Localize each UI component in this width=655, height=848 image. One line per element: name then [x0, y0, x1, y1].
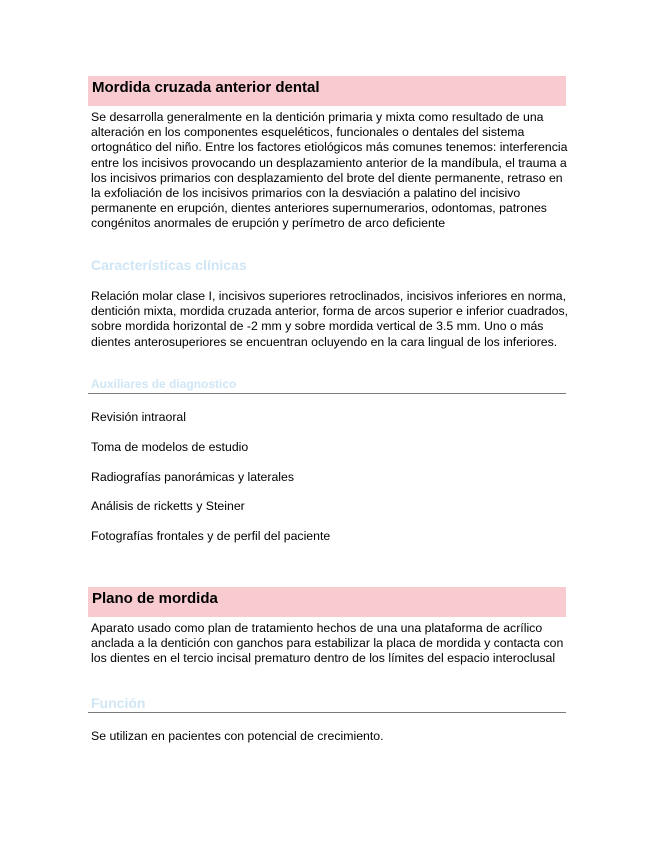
list-item: Radiografías panorámicas y laterales	[91, 470, 295, 484]
heading-auxiliares-diagnostico: Auxiliares de diagnostico	[91, 377, 237, 391]
list-item: Toma de modelos de estudio	[91, 440, 249, 454]
heading-mordida-cruzada: Mordida cruzada anterior dental	[88, 76, 566, 106]
paragraph-intro: Se desarrolla generalmente en la dentición primaria y mixta como resultado de una alteración en los componentes esqueléticos, funcionales o dentales del sistema ortognático del niño. Entre los factores etiológicos más comunes tenemos: interferencia entre los incisivos provocando un desplazamiento anterior de la mandíbula, el trauma a los incisivos primarios con desplazamiento del brote del diente permanente, retraso en la exfoliación de los incisivos primarios con la desviación a palatino del incisivo permanente en erupción, dientes anteriores supernumerarios, odontomas, patrones congénitos anormales de erupción y perímetro de arco deficiente	[91, 110, 568, 231]
heading-plano-de-mordida: Plano de mordida	[88, 587, 566, 617]
list-item: Revisión intraoral	[91, 410, 187, 424]
list-item: Fotografías frontales y de perfil del paciente	[91, 529, 331, 543]
list-item: Análisis de ricketts y Steiner	[91, 499, 245, 513]
divider-line	[88, 712, 566, 713]
paragraph-funcion: Se utilizan en pacientes con potencial de crecimiento.	[91, 729, 384, 743]
heading-caracteristicas-clinicas: Características clínicas	[91, 257, 247, 273]
heading-funcion: Función	[91, 695, 146, 711]
divider-line	[88, 393, 566, 394]
paragraph-plano-mordida: Aparato usado como plan de tratamiento hechos de una una plataforma de acrílico anclada a la dentición con ganchos para estabilizar la placa de mordida y contacta con los dientes en el tercio incisal prematuro dentro de los límites del espacio interoclusal	[91, 621, 564, 666]
paragraph-caracteristicas: Relación molar clase I, incisivos superiores retroclinados, incisivos inferiores en norma, dentición mixta, mordida cruzada anterior, forma de arcos superior e inferior cuadrados, sobre mordida horizontal de -2 mm y sobre mordida vertical de 3.5 mm. Uno o más dientes anterosuperiores se encuentran ocluyendo en la cara lingual de los inferiores.	[91, 289, 569, 349]
